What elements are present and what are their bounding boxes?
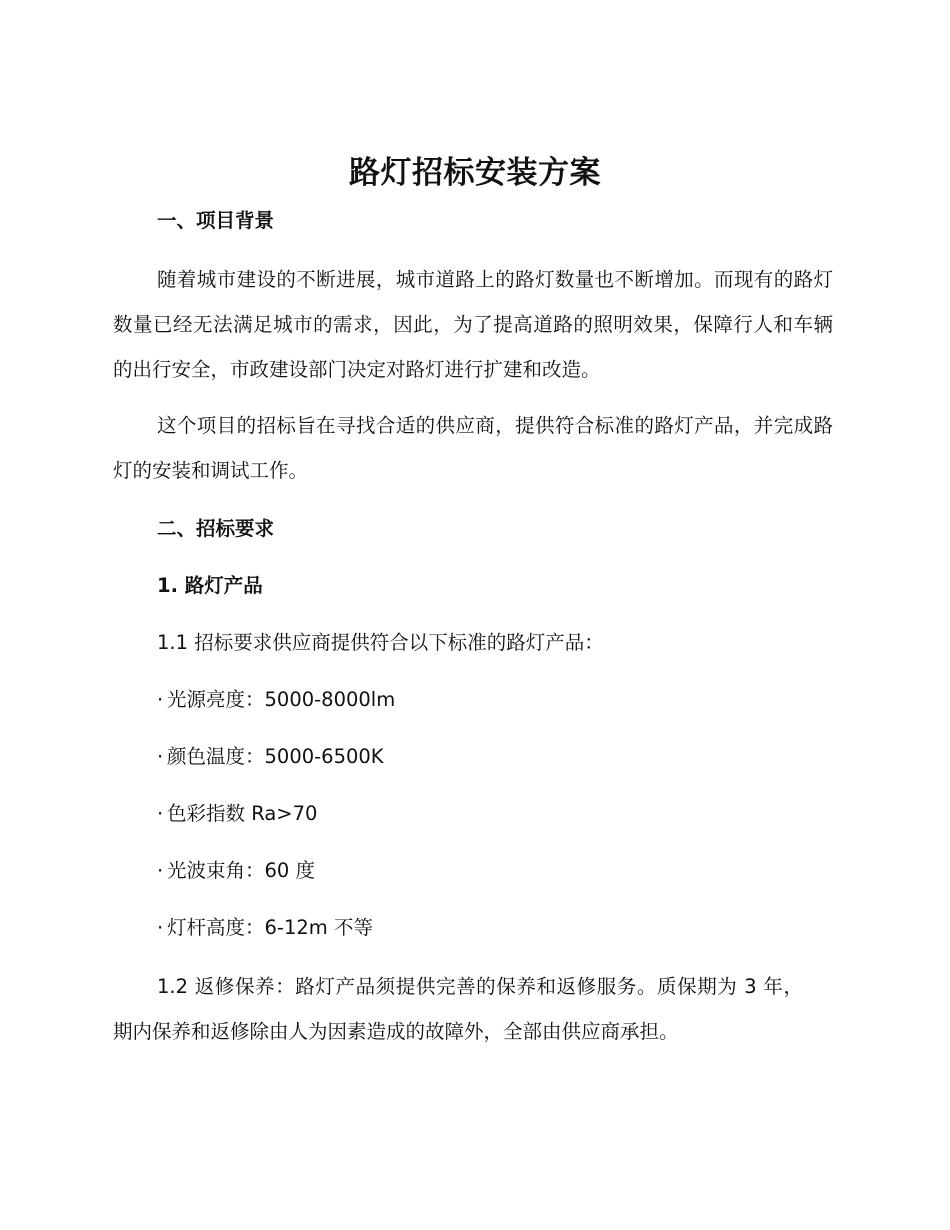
paragraph-project-goal: 这个项目的招标旨在寻找合适的供应商，提供符合标准的路灯产品，并完成路灯的安装和调试工作。	[113, 414, 833, 482]
item-1-1: 1.1 招标要求供应商提供符合以下标准的路灯产品：	[157, 631, 604, 654]
subheading-street-light-products: 1. 路灯产品	[157, 574, 263, 597]
spec-text-luminous-flux: 光源亮度：5000-8000lm	[167, 688, 396, 711]
bullet-dot: ·	[157, 859, 164, 882]
spec-list-item	[157, 743, 384, 771]
spec-list-item	[157, 800, 317, 828]
bullet-dot: ·	[157, 745, 164, 768]
section-heading-background: 一、项目背景	[157, 209, 275, 232]
spec-list-item	[157, 914, 373, 942]
bullet-dot: ·	[157, 802, 164, 825]
spec-list-item	[157, 686, 395, 714]
bullet-dot: ·	[157, 688, 164, 711]
section-heading-requirements: 二、招标要求	[157, 517, 275, 540]
spec-text-color-rendering-index: 色彩指数 Ra>70	[167, 802, 318, 825]
document-title: 路灯招标安装方案	[349, 155, 601, 191]
spec-text-color-temperature: 颜色温度：5000-6500K	[167, 745, 384, 768]
paragraph-background: 随着城市建设的不断进展，城市道路上的路灯数量也不断增加。而现有的路灯数量已经无法满足城市的需求，因此，为了提高道路的照明效果，保障行人和车辆的出行安全，市政建设部门决定对路灯进行扩建和改造。	[113, 268, 833, 381]
spec-text-pole-height: 灯杆高度：6-12m 不等	[167, 916, 373, 939]
bullet-dot: ·	[157, 916, 164, 939]
spec-text-beam-angle: 光波束角：60 度	[167, 859, 316, 882]
item-1-2-warranty: 1.2 返修保养：路灯产品须提供完善的保养和返修服务。质保期为 3 年，期内保养和返修除由人为因素造成的故障外，全部由供应商承担。	[113, 975, 803, 1043]
spec-list-item	[157, 857, 315, 885]
